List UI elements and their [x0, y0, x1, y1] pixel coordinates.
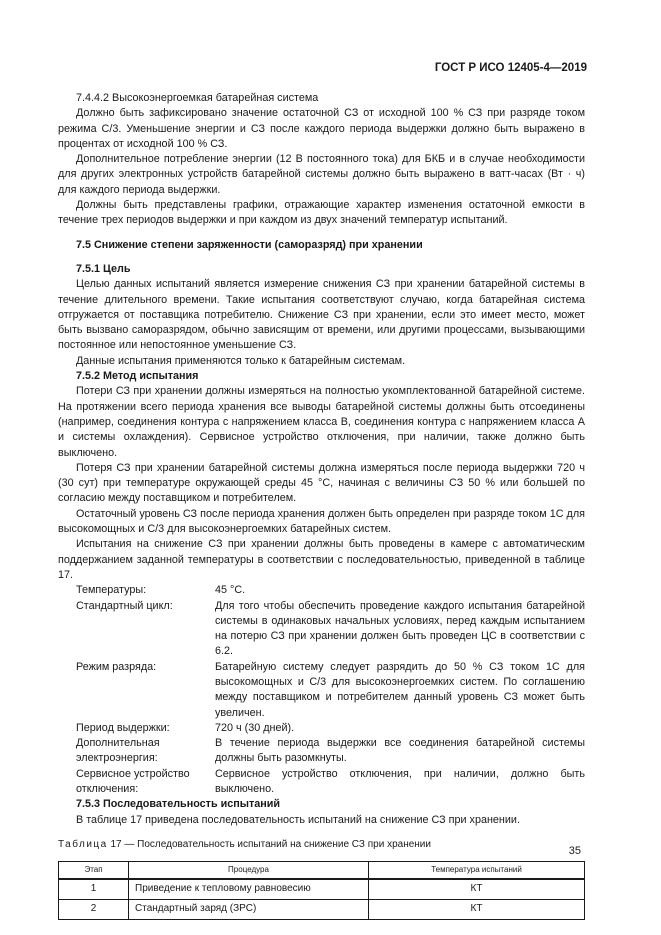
table-cell: 1 — [59, 879, 129, 900]
table-cell: 2 — [59, 899, 129, 919]
subsection-heading: 7.5.2 Метод испытания — [76, 370, 199, 383]
table-cell: Стандартный заряд (ЗРС) — [129, 899, 369, 919]
paragraph: В таблице 17 приведена последовательность испытаний на снижение СЗ при хранении. — [76, 813, 520, 826]
subsection-heading: 7.5.1 Цель — [76, 262, 131, 275]
parameter-value: В течение периода выдержки все соединения батарейной системы должны быть разомкнуты. — [215, 737, 585, 765]
parameter-key: Сервисное устройство отключения: — [76, 767, 190, 796]
parameter-row — [58, 721, 585, 736]
parameter-value: Батарейную систему следует разрядить до 50 % СЗ током 1С для высокомощных и С/3 для высокоэнергоемких систем. По соглашению между поставщиком и потребителем данный уровень СЗ может быть увеличен. — [215, 660, 585, 719]
page-number: 35 — [568, 845, 581, 857]
parameter-key: Режим разряда: — [76, 660, 157, 673]
paragraph: Остаточный уровень СЗ после периода хранения должен быть определен при разряде током 1С для высокомощных и С/3 для высокоэнергоемких батарейных систем. — [58, 507, 585, 536]
parameter-row — [58, 599, 585, 660]
paragraph: Дополнительное потребление энергии (12 В постоянного тока) для БКБ и в случае необходимости для других электронных устройств батарейной системы должно быть выражено в ватт-часах (Вт · ч) для каждого периода выдержки. — [58, 153, 585, 196]
paragraph: Должны быть представлены графики, отражающие характер изменения остаточной емкости в течение трех периодов выдержки и при каждом из двух значений температур испытаний. — [58, 199, 585, 227]
paragraph: Целью данных испытаний является измерение снижения СЗ при хранении батарейной системы в течение длительного времени. Такие испытания соответствуют случаю, когда батарейная система отгружается от поставщика потребителю. Снижение СЗ при хранении, если это имеет место, может быть вызвано саморазрядом, обычно зависящим от времени, или другими процессами, вызывающими постоянное или непостоянное уменьшение СЗ. — [58, 278, 585, 352]
parameter-key: Температуры: — [76, 584, 147, 597]
parameter-row — [58, 660, 585, 721]
paragraph: Потеря СЗ при хранении батарейной системы должна измеряться после периода выдержки 720 ч (30 сут) при температуре окружающей среды 45 °С, начиная с величины СЗ 50 % или большей по согласию между поставщиком и потребителем. — [58, 461, 585, 505]
parameter-value: 720 ч (30 дней). — [215, 721, 295, 734]
table-caption-text: 17 — Последовательность испытаний на снижение СЗ при хранении — [107, 838, 431, 850]
parameter-key: Дополнительная электроэнергия: — [76, 737, 160, 765]
table-caption-prefix: Таблица — [58, 838, 108, 850]
parameter-value: 45 °С. — [215, 584, 246, 597]
column-header: Этап — [59, 862, 129, 879]
page-content — [58, 91, 585, 920]
column-header: Процедура — [129, 862, 369, 879]
table-17 — [58, 861, 585, 919]
table-cell: КТ — [369, 899, 585, 919]
parameter-value: Сервисное устройство отключения, при наличии, должно быть выключено. — [215, 767, 585, 796]
paragraph: Потери СЗ при хранении должны измеряться на полностью укомплектованной батарейной системе. На протяжении всего периода хранения все выводы батарейной системы должны быть отсоединены (например, соединения контура с напряжением класса В, соединения контура с напряжением класса А и системы охлаждения). Сервисное устройство отключения, при наличии, также должно быть выключено. — [58, 385, 585, 459]
paragraph: Должно быть зафиксировано значение остаточной СЗ от исходной 100 % СЗ при разряде током режима С/3. Уменьшение энергии и СЗ после каждого периода выдержки должно быть выражено в процентах от исходной 100 % СЗ. — [58, 107, 585, 150]
column-header: Температура испытаний — [369, 862, 585, 879]
table-cell: КТ — [369, 879, 585, 900]
subsection-heading: 7.5.3 Последовательность испытаний — [76, 798, 281, 811]
table-header-row — [59, 862, 585, 879]
paragraph: Испытания на снижение СЗ при хранении должны быть проведены в камере с автоматическим поддержанием заданной температуры в соответствии с последовательностью, приведенной в таблице 17. — [58, 538, 585, 581]
table-row — [59, 879, 585, 900]
parameter-key: Период выдержки: — [76, 721, 170, 734]
paragraph: Данные испытания применяются только к батарейным системам. — [76, 354, 406, 367]
parameter-list — [58, 583, 585, 797]
parameter-key: Стандартный цикл: — [76, 599, 173, 612]
table-row — [59, 899, 585, 919]
document-header: ГОСТ Р ИСО 12405-4—2019 — [434, 62, 587, 74]
parameter-row — [58, 767, 585, 798]
table-cell: Приведение к тепловому равновесию — [129, 879, 369, 900]
parameter-value: Для того чтобы обеспечить проведение каждого испытания батарейной системы в одинаковых начальных условиях, перед каждым испытанием на потерю СЗ при хранении должен быть проведен ЦС в соответствии с 6.2. — [215, 599, 585, 658]
parameter-row — [58, 583, 585, 598]
parameter-row — [58, 736, 585, 767]
section-heading: 7.5 Снижение степени заряженности (саморазряд) при хранении — [76, 238, 423, 251]
section-heading: 7.4.4.2 Высокоэнергоемкая батарейная система — [76, 92, 319, 104]
